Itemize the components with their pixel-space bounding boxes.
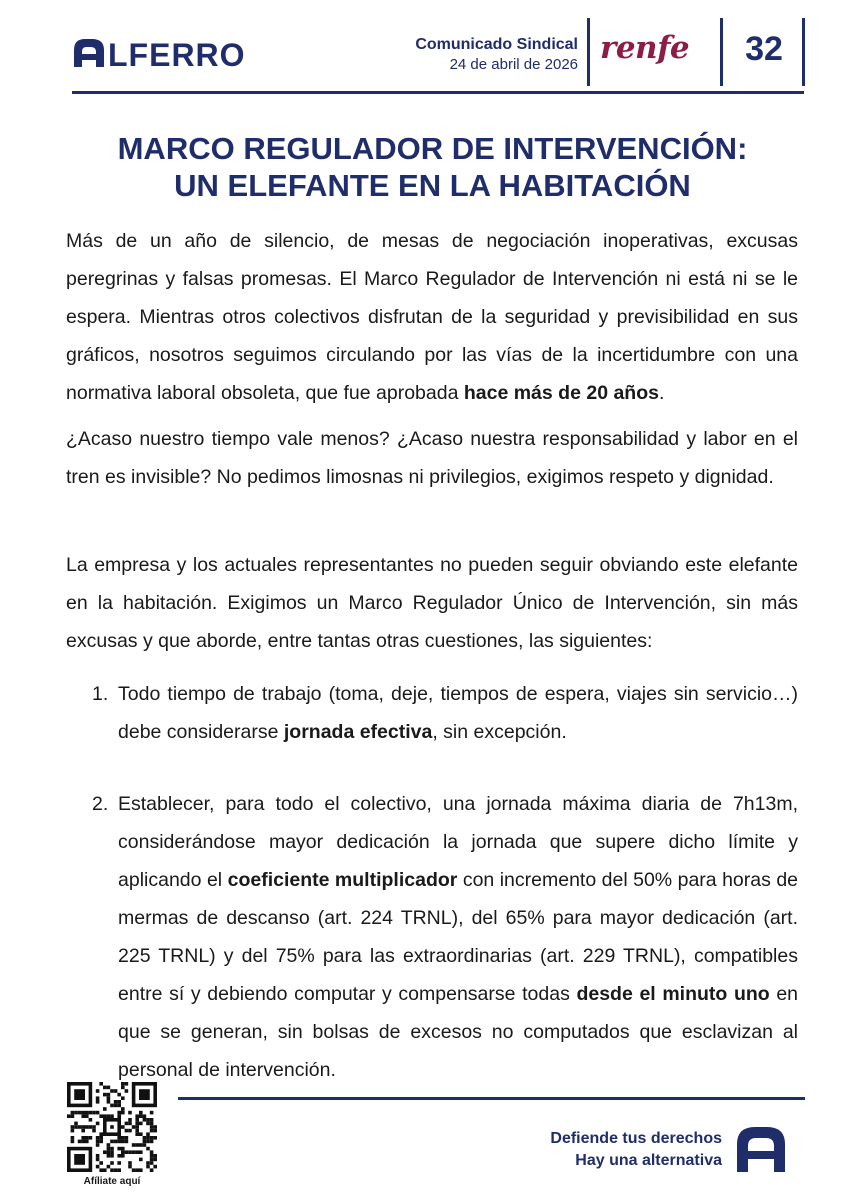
qr-module (74, 1125, 78, 1129)
qr-module (81, 1136, 85, 1140)
qr-module (132, 1150, 136, 1154)
qr-module (121, 1107, 125, 1111)
qr-module (107, 1147, 111, 1151)
qr-module (135, 1122, 139, 1126)
qr-module (150, 1111, 154, 1115)
qr-module (146, 1118, 150, 1122)
qr-module (114, 1089, 118, 1093)
qr-module (117, 1111, 121, 1115)
qr-module (150, 1154, 154, 1158)
qr-module (132, 1143, 136, 1147)
qr-module (81, 1125, 85, 1129)
qr-module (128, 1129, 132, 1133)
list-item-text: con incremento del 50% para horas de mermas de descanso (art. 224 TRNL), del 65% para mayor dedicación (art. 225 TRNL) y del 75% para las extraordinarias (art. 229 TRNL), compatibles entre sí y debiendo computar y compensarse todas (118, 869, 799, 1005)
qr-module (71, 1136, 75, 1140)
paragraph-2: ¿Acaso nuestro tiempo vale menos? ¿Acaso nuestra responsabilidad y labor en el tren es invisible? No pedimos limosnas ni privilegios, exigimos respeto y dignidad. (66, 428, 798, 488)
qr-module (110, 1089, 114, 1093)
list-item-bold: coeficiente multiplicador (227, 869, 458, 891)
qr-module (74, 1089, 85, 1100)
qr-module (146, 1161, 150, 1165)
qr-module (146, 1140, 150, 1144)
qr-module (143, 1114, 147, 1118)
qr-module (139, 1158, 143, 1162)
list-item-text: en que se generan, sin bolsas de excesos no computados que esclavizan al personal de intervención. (118, 983, 799, 1081)
qr-module (150, 1129, 154, 1133)
qr-module (71, 1111, 75, 1115)
qr-module (146, 1136, 150, 1140)
demands-list (66, 675, 798, 751)
qr-module (153, 1165, 157, 1169)
qr-module (121, 1140, 125, 1144)
qr-module (139, 1114, 143, 1118)
qr-module (125, 1140, 129, 1144)
qr-module (117, 1140, 121, 1144)
qr-module (114, 1100, 118, 1104)
qr-module (135, 1129, 139, 1133)
qr-module (146, 1147, 150, 1151)
qr-module (150, 1150, 154, 1154)
qr-module (81, 1111, 85, 1115)
alferro-a-mark-graphic (735, 1124, 791, 1172)
qr-module (107, 1143, 111, 1147)
qr-module (103, 1168, 107, 1172)
qr-module (114, 1140, 118, 1144)
demands-list-2 (66, 785, 798, 1089)
paragraph-1-text: Más de un año de silencio, de mesas de negociación inoperativas, excusas peregrinas y falsas promesas. El Marco Regulador de Intervención ni está ni se le espera. Mientras otros colectivos disfrutan de la seguridad y previsibilidad en sus gráficos, nosotros seguimos circulando por las vías de la incertidumbre con una normativa laboral obsoleta, que fue aprobada (66, 230, 798, 404)
qr-module (153, 1154, 157, 1158)
qr-module (139, 1150, 143, 1154)
qr-module (114, 1168, 118, 1172)
qr-module (110, 1140, 114, 1144)
qr-module (121, 1147, 125, 1151)
qr-module (150, 1136, 154, 1140)
qr-module (135, 1150, 139, 1154)
qr-module (71, 1114, 75, 1118)
qr-module (146, 1165, 150, 1169)
qr-module (103, 1093, 107, 1097)
header-divider (802, 18, 805, 86)
qr-module (125, 1129, 129, 1133)
slogan-line-2: Hay una alternativa (575, 1152, 722, 1169)
slogan (460, 1128, 722, 1172)
qr-module (117, 1100, 121, 1104)
qr-module (128, 1122, 132, 1126)
qr-module (96, 1140, 100, 1144)
qr-module (107, 1165, 111, 1169)
qr-module (96, 1111, 100, 1115)
qr-module (125, 1089, 129, 1093)
qr-module (128, 1161, 132, 1165)
qr-module (107, 1086, 111, 1090)
qr-module (99, 1132, 103, 1136)
qr-module (99, 1168, 103, 1172)
qr-module (121, 1096, 125, 1100)
qr-module (121, 1136, 125, 1140)
communique-block (360, 36, 578, 73)
qr-module (150, 1161, 154, 1165)
qr-module (117, 1114, 121, 1118)
qr-module (92, 1129, 96, 1133)
qr-module (89, 1136, 93, 1140)
qr-module (107, 1114, 111, 1118)
qr-module (153, 1125, 157, 1129)
qr-module (153, 1158, 157, 1162)
qr-module (132, 1125, 136, 1129)
qr-module (107, 1154, 111, 1158)
qr-module (81, 1114, 85, 1118)
paragraph-1-end: . (658, 382, 665, 404)
qr-module (117, 1154, 121, 1158)
qr-module (96, 1122, 100, 1126)
qr-module (92, 1125, 96, 1129)
qr-module (89, 1118, 93, 1122)
qr-module (139, 1168, 143, 1172)
communique-date: 24 de abril de 2026 (449, 56, 578, 73)
qr-module (81, 1140, 85, 1144)
document-title (40, 130, 825, 204)
list-item-bold: desde el minuto uno (576, 983, 770, 1005)
alferro-logo-text: LFERRO (108, 37, 246, 67)
list-item (66, 785, 798, 1089)
qr-module (150, 1168, 154, 1172)
qr-module (117, 1161, 121, 1165)
communique-label: Comunicado Sindical (415, 36, 578, 53)
qr-module (107, 1100, 111, 1104)
qr-module (85, 1136, 89, 1140)
qr-module (103, 1086, 107, 1090)
qr-module (135, 1143, 139, 1147)
qr-module (110, 1104, 114, 1108)
qr-module (96, 1089, 100, 1093)
qr-module (96, 1158, 100, 1162)
qr-module (110, 1147, 114, 1151)
list-item (66, 675, 798, 751)
qr-module (146, 1122, 150, 1126)
qr-module (150, 1158, 154, 1162)
qr-module (103, 1150, 107, 1154)
list-item-text: Todo tiempo de trabajo (toma, deje, tiempos de espera, viajes sin servicio…) debe considerarse (118, 683, 798, 743)
qr-module (121, 1111, 125, 1115)
qr-module (85, 1140, 89, 1144)
alferro-a-mark-icon (735, 1124, 791, 1177)
qr-module (110, 1114, 114, 1118)
title-line-2: UN ELEFANTE EN LA HABITACIÓN (174, 168, 691, 203)
qr-module (96, 1096, 100, 1100)
qr-module (125, 1122, 129, 1126)
qr-module (128, 1165, 132, 1169)
qr-module (107, 1150, 111, 1154)
qr-caption: Afíliate aquí (83, 1176, 141, 1187)
qr-module (78, 1125, 82, 1129)
qr-module (81, 1129, 85, 1133)
qr-module (117, 1104, 121, 1108)
qr-module (74, 1122, 78, 1126)
qr-module (153, 1129, 157, 1133)
paragraph-3: La empresa y los actuales representantes no pueden seguir obviando este elefante en la habitación. Exigimos un Marco Regulador Único de Intervención, sin más excusas y que aborde, entre tantas otras cuestiones, las siguientes: (66, 554, 798, 652)
qr-module (117, 1147, 121, 1151)
qr-module (150, 1140, 154, 1144)
qr-module (96, 1143, 100, 1147)
header-divider (587, 18, 590, 86)
qr-module (132, 1168, 136, 1172)
qr-module (71, 1129, 75, 1133)
qr-module (103, 1114, 107, 1118)
qr-module (71, 1125, 75, 1129)
qr-module (78, 1111, 82, 1115)
qr-module (96, 1136, 100, 1140)
qr-module (92, 1111, 96, 1115)
qr-module (153, 1136, 157, 1140)
paragraph-1-bold: hace más de 20 años (463, 382, 659, 404)
qr-module (146, 1132, 150, 1136)
qr-module (78, 1140, 82, 1144)
qr-module (143, 1143, 147, 1147)
qr-module (117, 1093, 121, 1097)
qr-module (85, 1114, 89, 1118)
qr-module (89, 1125, 93, 1129)
qr-code-graphic (67, 1082, 157, 1172)
qr-module (143, 1136, 147, 1140)
qr-module (110, 1150, 114, 1154)
qr-module (110, 1168, 114, 1172)
qr-module (135, 1118, 139, 1122)
qr-module (150, 1122, 154, 1126)
qr-module (117, 1136, 121, 1140)
qr-module (139, 1111, 143, 1115)
qr-module (139, 1132, 143, 1136)
list-item-text: Establecer, para todo el colectivo, una jornada máxima diaria de 7h13m, considerándose mayor dedicación la jornada que supere dicho límite y aplicando el (118, 793, 798, 891)
qr-module (110, 1161, 114, 1165)
alferro-logo-graphic (72, 37, 297, 67)
qr-module (85, 1125, 89, 1129)
qr-module (139, 1143, 143, 1147)
qr-module (71, 1140, 75, 1144)
qr-module (128, 1150, 132, 1154)
qr-module (96, 1154, 100, 1158)
slogan-line-1: Defiende tus derechos (550, 1130, 722, 1147)
list-item-number: 2. (92, 793, 109, 815)
qr-module (121, 1082, 125, 1086)
qr-module (125, 1082, 129, 1086)
qr-module (121, 1150, 125, 1154)
qr-module (96, 1165, 100, 1169)
qr-code[interactable] (67, 1082, 157, 1172)
qr-module (128, 1118, 132, 1122)
renfe-logo: renfe (600, 30, 690, 66)
qr-module (121, 1086, 125, 1090)
header-divider (720, 18, 723, 86)
qr-module (74, 1154, 85, 1165)
list-item-number: 1. (92, 683, 109, 705)
qr-module (143, 1118, 147, 1122)
footer-rule (178, 1097, 805, 1100)
qr-module (107, 1096, 111, 1100)
qr-module (150, 1118, 154, 1122)
qr-module (99, 1161, 103, 1165)
qr-module (110, 1125, 114, 1129)
qr-module (110, 1154, 114, 1158)
qr-module (103, 1107, 107, 1111)
header-rule (72, 91, 804, 94)
qr-module (67, 1114, 71, 1118)
qr-module (125, 1150, 129, 1154)
list-item-text: , sin excepción. (432, 721, 567, 743)
qr-module (99, 1136, 103, 1140)
issue-number: 32 (745, 30, 783, 68)
qr-module (139, 1122, 143, 1126)
qr-module (107, 1093, 111, 1097)
qr-module (135, 1114, 139, 1118)
title-line-1: MARCO REGULADOR DE INTERVENCIÓN: (117, 131, 748, 166)
qr-module (150, 1125, 154, 1129)
qr-module (74, 1111, 78, 1115)
qr-module (121, 1154, 125, 1158)
qr-module (85, 1111, 89, 1115)
qr-module (128, 1111, 132, 1115)
list-item-bold: jornada efectiva (283, 721, 433, 743)
paragraph-1 (66, 222, 798, 412)
alferro-logo (72, 30, 297, 74)
qr-module (139, 1089, 150, 1100)
qr-module (99, 1140, 103, 1144)
qr-module (143, 1140, 147, 1144)
qr-module (99, 1082, 103, 1086)
qr-module (99, 1114, 103, 1118)
qr-module (135, 1168, 139, 1172)
qr-module (135, 1132, 139, 1136)
qr-module (121, 1125, 125, 1129)
qr-module (117, 1168, 121, 1172)
qr-module (125, 1136, 129, 1140)
qr-module (135, 1125, 139, 1129)
qr-module (114, 1104, 118, 1108)
qr-module (96, 1100, 100, 1104)
qr-module (89, 1111, 93, 1115)
